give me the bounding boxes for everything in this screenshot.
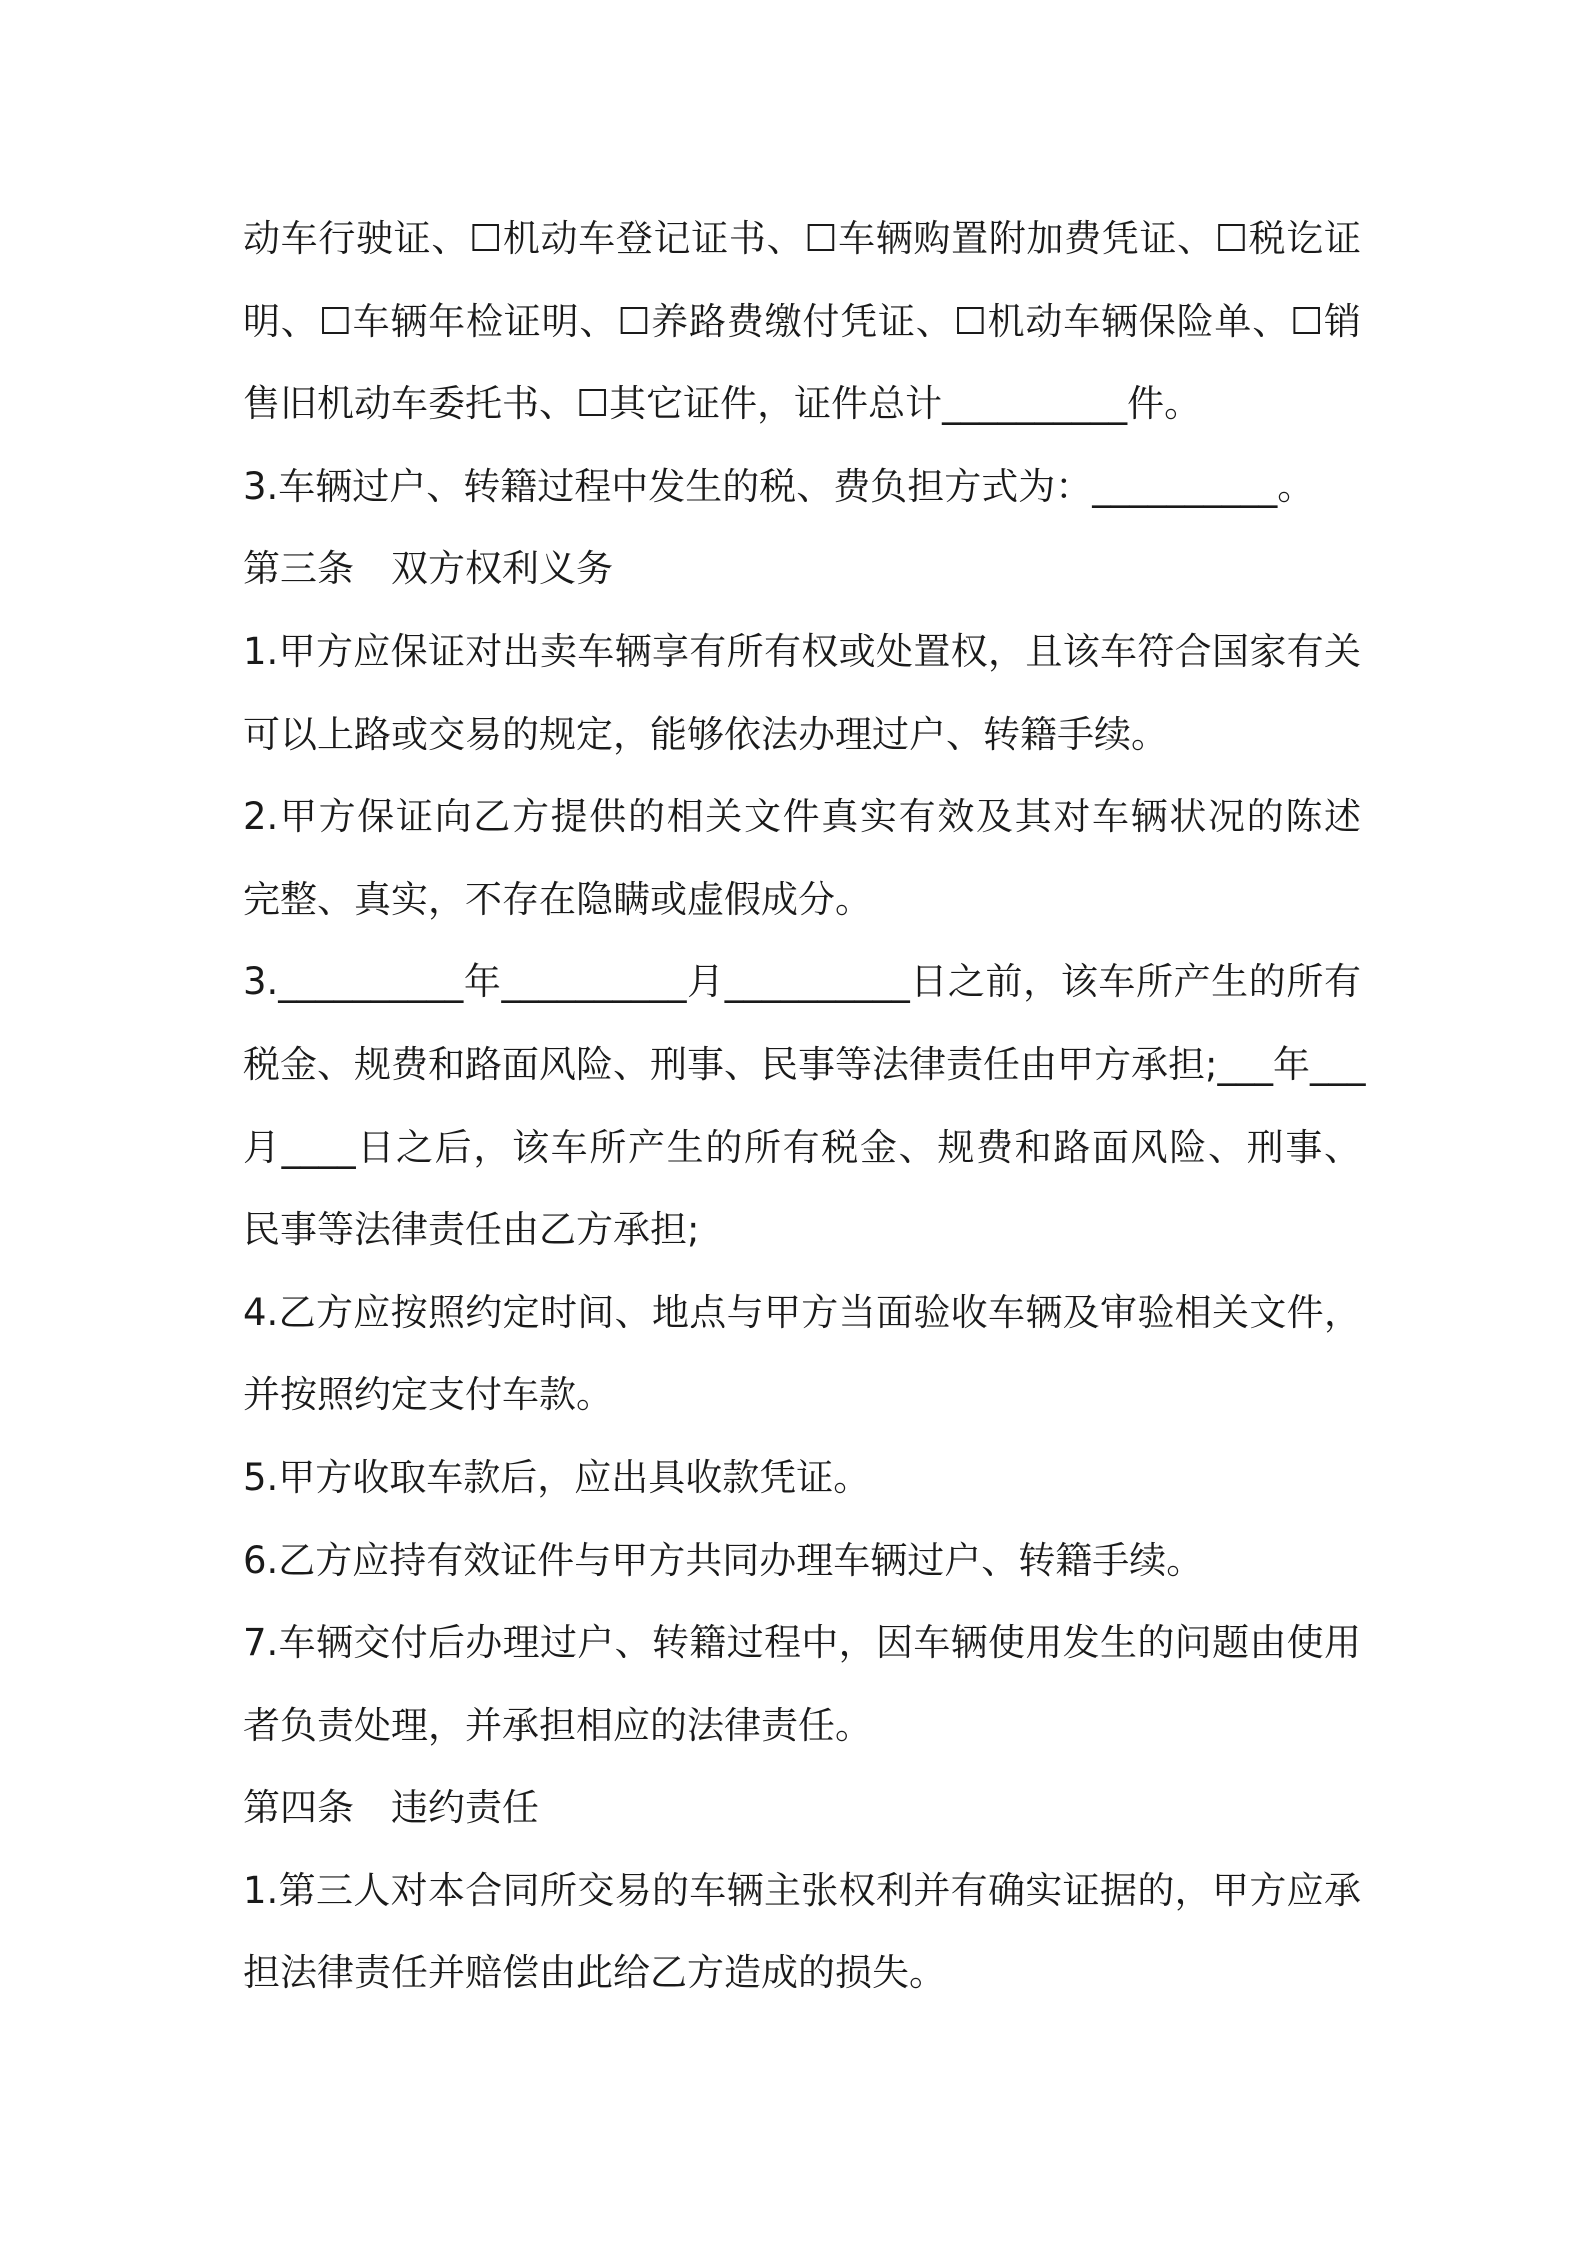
text-line: 并按照约定支付车款。 xyxy=(243,1373,613,1417)
text-line: 5.甲方收取车款后，应出具收款凭证。 xyxy=(243,1455,871,1499)
text-line: 完整、真实，不存在隐瞒或虚假成分。 xyxy=(243,877,872,921)
text-line: 4.乙方应按照约定时间、地点与甲方当面验收车辆及审验相关文件， xyxy=(243,1290,1361,1334)
text-line: 明、☐车辆年检证明、☐养路费缴付凭证、☐机动车辆保险单、☐销 xyxy=(243,299,1361,343)
text-line: 动车行驶证、☐机动车登记证书、☐车辆购置附加费凭证、☐税讫证 xyxy=(243,217,1361,260)
section-heading-article-4: 第四条 违约责任 xyxy=(243,1786,539,1830)
text-line: 税金、规费和路面风险、刑事、民事等法律责任由甲方承担;___年___ xyxy=(243,1042,1366,1086)
text-line: 售旧机动车委托书、☐其它证件，证件总计__________件。 xyxy=(243,382,1202,426)
document-body xyxy=(243,198,1366,2015)
text-line: 6.乙方应持有效证件与甲方共同办理车辆过户、转籍手续。 xyxy=(243,1538,1204,1582)
text-line: 1.甲方应保证对出卖车辆享有所有权或处置权，且该车符合国家有关 xyxy=(243,629,1361,673)
text-line: 2.甲方保证向乙方提供的相关文件真实有效及其对车辆状况的陈述 xyxy=(243,795,1361,839)
text-line: 月____日之后，该车所产生的所有税金、规费和路面风险、刑事、 xyxy=(243,1125,1361,1169)
text-line: 3.__________年__________月__________日之前，该车所产生的所有 xyxy=(243,960,1361,1004)
text-line: 者负责处理，并承担相应的法律责任。 xyxy=(243,1703,872,1747)
text-line: 担法律责任并赔偿由此给乙方造成的损失。 xyxy=(243,1951,946,1995)
text-line: 可以上路或交易的规定，能够依法办理过户、转籍手续。 xyxy=(243,712,1168,756)
text-line: 3.车辆过户、转籍过程中发生的税、费负担方式为：__________。 xyxy=(243,464,1315,508)
text-line: 1.第三人对本合同所交易的车辆主张权利并有确实证据的，甲方应承 xyxy=(243,1868,1361,1912)
text-line: 民事等法律责任由乙方承担; xyxy=(243,1208,700,1252)
text-line: 7.车辆交付后办理过户、转籍过程中，因车辆使用发生的问题由使用 xyxy=(243,1621,1361,1665)
section-heading-article-3: 第三条 双方权利义务 xyxy=(243,547,613,591)
